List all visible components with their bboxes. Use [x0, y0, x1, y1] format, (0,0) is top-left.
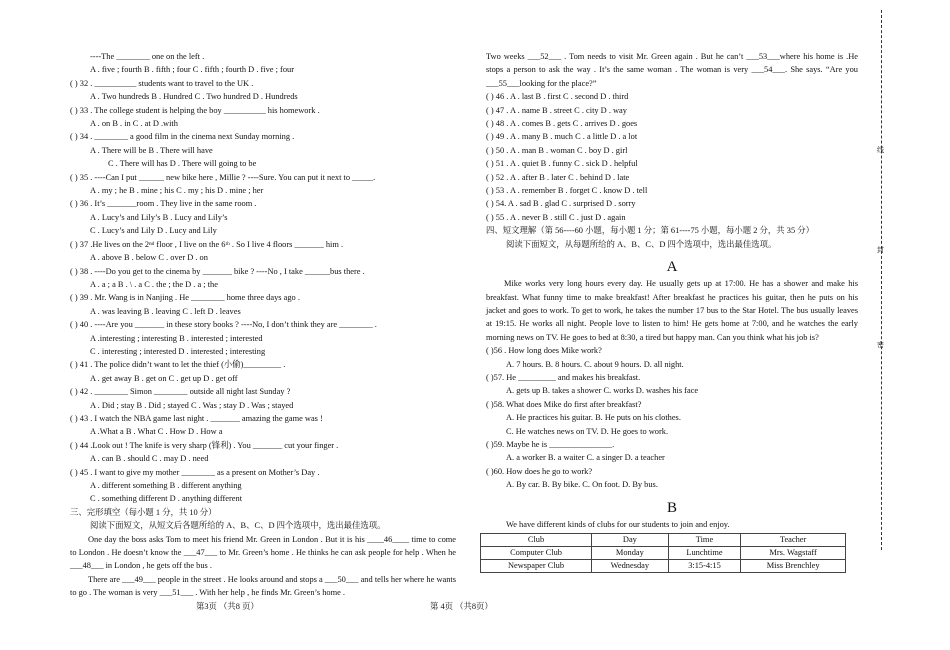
table-header-cell: Day: [592, 534, 669, 547]
question-line: A . on B . in C . at D .with: [90, 119, 178, 129]
question-line: A . different something B . different anything: [90, 481, 242, 490]
question-line: ( ) 42 . ________ Simon ________ outside all night last Sunday ?: [70, 387, 291, 397]
question-line: A . There will be B . There will have: [90, 145, 213, 155]
table-cell: Wednesday: [592, 560, 669, 573]
binding-mark-secret: 密: [877, 341, 884, 349]
question-line: ( ) 35 . ----Can I put ______ new bike here , Millie ? ----Sure. You can put it next to _____.: [70, 172, 376, 182]
question-line: A . can B . should C . may D . need: [90, 454, 209, 464]
question-line: A . Lucy’s and Lily’s B . Lucy and Lily’s: [90, 212, 228, 222]
passage-a-label: A: [666, 259, 678, 276]
passage-a-text: Mike works very long hours every day. He usually gets up at 17:00. He has a shower and make his breakfast. What funny time to make breakfast! After breakfast he practices his guitar, then he puts on his jacket and goes to work. To get to work, he takes the number 17 bus to the Star Hotel. The bus usually leaves at 19:15. He works all night. People love to listen to him! He gets home at 7:00, and he watches the early morning news on TV. He goes to bed at 8:30, a tired but happy man. Can you think what his job is?: [486, 279, 858, 342]
page-number-right: 第 4页 （共8页）: [430, 602, 493, 611]
cloze-option-line: ( ) 54. A . sad B . glad C . surprised D . sorry: [486, 199, 636, 209]
question-line: A . Did ; stay B . Did ; stayed C . Was ; stay D . Was ; stayed: [90, 400, 294, 410]
table-row: [481, 547, 846, 560]
reading-question-line: ( )60. How does he go to work?: [486, 466, 593, 476]
question-line: A . above B . below C . over D . on: [90, 253, 208, 263]
question-line: A . my ; he B . mine ; his C . my ; his D . mine ; her: [90, 186, 264, 196]
reading-question-line: A. He practices his guitar. B. He puts on his clothes.: [506, 413, 681, 423]
reading-question-line: ( )58. What does Mike do first after breakfast?: [486, 399, 642, 409]
question-line: ( ) 34 . ________ a good film in the cinema next Sunday morning .: [70, 132, 295, 142]
table-cell: Monday: [592, 547, 669, 560]
question-line: C . Lucy’s and Lily D . Lucy and Lily: [90, 226, 217, 236]
cloze-option-line: ( ) 53 . A . remember B . forget C . know D . tell: [486, 186, 648, 196]
binding-mark-line: 线: [877, 146, 884, 154]
question-line: ( ) 37 .He lives on the 2ⁿᵈ floor , I live on the 6ᵗʰ . So I live 4 floors _______ him .: [70, 239, 344, 249]
reading-question-line: A. 7 hours. B. 8 hours. C. about 9 hours. D. all night.: [506, 359, 684, 369]
question-line: ( ) 36 . It’s _______room . They live in the same room .: [70, 199, 257, 209]
question-line: A . Two hundreds B . Hundred C . Two hundred D . Hundreds: [90, 92, 298, 102]
passage-b-label: B: [666, 499, 677, 516]
question-line: A . was leaving B . leaving C . left D . leaves: [90, 306, 241, 316]
question-line: C . There will has D . There will going to be: [108, 159, 257, 169]
club-table: [480, 533, 846, 573]
question-line: ( ) 41 . The police didn’t want to let the thief (小偷)_________ .: [70, 360, 286, 370]
cloze-option-line: ( ) 52 . A . after B . later C . behind D . late: [486, 172, 630, 182]
table-cell: 3:15-4:15: [668, 560, 741, 573]
question-line: ( ) 39 . Mr. Wang is in Nanjing . He ________ home three days ago .: [70, 293, 300, 303]
question-line: ----The ________ one on the left .: [90, 52, 205, 61]
cloze-option-line: ( ) 51 . A . quiet B . funny C . sick D . helpful: [486, 159, 638, 169]
section4-title: 四、短文理解（第 56----60 小题，每小题 1 分；第 61----75 小题，每小题 2 分，共 35 分）: [486, 226, 814, 236]
question-line: ( ) 40 . ----Are you _______ in these story books ? ----No, I don’t think they are ________ .: [70, 320, 377, 330]
question-line: ( ) 45 . I want to give my mother ________ as a present on Mother’s Day .: [70, 467, 320, 477]
question-line: C . something different D . anything different: [90, 494, 243, 504]
table-row: [481, 560, 846, 573]
binding-line: [881, 10, 882, 550]
table-cell: Mrs. Wagstaff: [741, 547, 846, 560]
right-column: [486, 50, 858, 573]
reading-question-line: A. a worker B. a waiter C. a singer D. a teacher: [506, 453, 665, 463]
reading-question-line: ( )57. He _________ and makes his breakfast.: [486, 372, 641, 382]
question-line: A .What a B . What C . How D . How a: [90, 427, 223, 437]
question-line: ( ) 32 . __________ students want to travel to the UK .: [70, 78, 254, 88]
table-cell: Newspaper Club: [481, 560, 592, 573]
cloze-passage-continued: Two weeks ___52___ . Tom needs to visit Mr. Green again . But he can’t ___53___where his home is .He stops a person to ask the way . It’s the same woman . The woman is very ___54___. She says. “Are you ___55___looking for the place?”: [486, 52, 858, 88]
question-line: 三、完形填空（每小题 1 分，共 10 分）: [70, 507, 217, 517]
reading-question-line: C. He watches news on TV. D. He goes to work.: [506, 426, 669, 436]
question-line: ( ) 38 . ----Do you get to the cinema by _______ bike ? ----No , I take ______bus there .: [70, 266, 365, 276]
question-line: A .interesting ; interesting B . interested ; interested: [90, 333, 263, 343]
binding-mark-seal: 封: [877, 246, 884, 254]
cloze-option-line: ( ) 48 . A . comes B . gets C . arrives D . goes: [486, 119, 638, 129]
cloze-option-line: ( ) 50 . A . man B . woman C . boy D . girl: [486, 145, 628, 155]
question-line: ( ) 43 . I watch the NBA game last night . _______ amazing the game was !: [70, 413, 323, 423]
question-line: A . get away B . get on C . get up D . get off: [90, 373, 238, 383]
left-column: [70, 50, 456, 600]
table-header-cell: Time: [668, 534, 741, 547]
reading-question-line: A. gets up B. takes a shower C. works D. washes his face: [506, 386, 699, 396]
page-number-left: 第3页 （共8 页）: [196, 602, 259, 611]
table-cell: Miss Brenchley: [741, 560, 846, 573]
question-line: C . interesting ; interested D . interested ; interesting: [90, 346, 266, 356]
table-cell: Computer Club: [481, 547, 592, 560]
table-cell: Lunchtime: [668, 547, 741, 560]
cloze-option-line: ( ) 49 . A . many B . much C . a little D . a lot: [486, 132, 638, 142]
cloze-option-line: ( ) 55 . A . never B . still C . just D . again: [486, 212, 626, 222]
reading-question-line: ( )56 . How long does Mike work?: [486, 346, 602, 356]
section4-instructions: 阅读下面短文，从每题所给的 A、B、C、D 四个选项中，选出最佳选项。: [506, 239, 777, 249]
cloze-option-line: ( ) 47 . A . name B . street C . city D . way: [486, 105, 627, 115]
question-line: A . five ; fourth B . fifth ; four C . fifth ; fourth D . five ; four: [90, 65, 294, 75]
table-header-cell: Teacher: [741, 534, 846, 547]
question-line: 阅读下面短文，从短文后各题所给的 A、B、C、D 四个选项中，选出最佳选项。: [90, 521, 386, 531]
passage-b-intro: We have different kinds of clubs for our students to join and enjoy.: [506, 519, 730, 529]
cloze-passage: There are ___49___ people in the street . He looks around and stops a ___50___ and tells her where he wants to go . The woman is very ___51___ . With her help , he finds Mr. Green’s home .: [70, 574, 456, 598]
cloze-option-line: ( ) 46 . A . last B . first C . second D . third: [486, 92, 629, 102]
cloze-passage: One day the boss asks Tom to meet his friend Mr. Green in London . But it is his ____46____ time to come to London . He doesn’t know the ___47___ to Mr. Green’s home . He thinks he can ask people for help . When he ___48___ in London , he gets off the bus .: [70, 534, 456, 571]
question-line: A . a ; a B . \ . a C . the ; the D . a ; the: [90, 279, 218, 289]
question-line: ( ) 33 . The college student is helping the boy __________ his homework .: [70, 105, 320, 115]
reading-question-line: ( )59. Maybe he is _______________.: [486, 439, 615, 449]
table-header-cell: Club: [481, 534, 592, 547]
question-line: ( ) 44 .Look out ! The knife is very sharp (锋利) . You _______ cut your finger .: [70, 440, 339, 450]
reading-question-line: A. By car. B. By bike. C. On foot. D. By bus.: [506, 480, 658, 490]
